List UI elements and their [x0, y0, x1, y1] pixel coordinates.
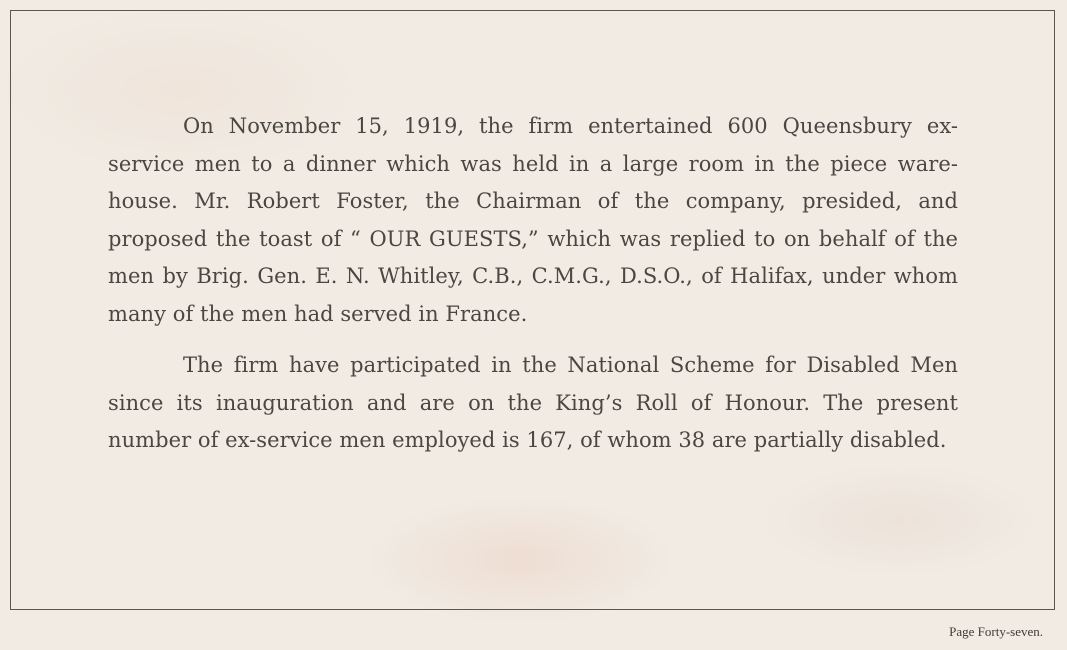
paragraph-disabled-men-scheme: The firm have participated in the National Scheme for Disabled Men since its inauguration and are on the King’s Roll of Honour. The present number of ex-service men employed is 167, of whom 38 are partially disabled.	[108, 353, 958, 452]
paragraph-dinner: On November 15, 1919, the firm entertained 600 Queensbury ex-service men to a dinner which was held in a large room in the piece ware-house. Mr. Robert Foster, the Chairman of the company, presided, and proposed the toast of “ OUR GUESTS,” which was replied to on behalf of the men by Brig. Gen. E. N. Whitley, C.B., C.M.G., D.S.O., of Halifax, under whom many of the men had served in France.	[108, 114, 958, 326]
body-text	[108, 108, 958, 460]
page-number: Page Forty-seven.	[949, 624, 1043, 639]
